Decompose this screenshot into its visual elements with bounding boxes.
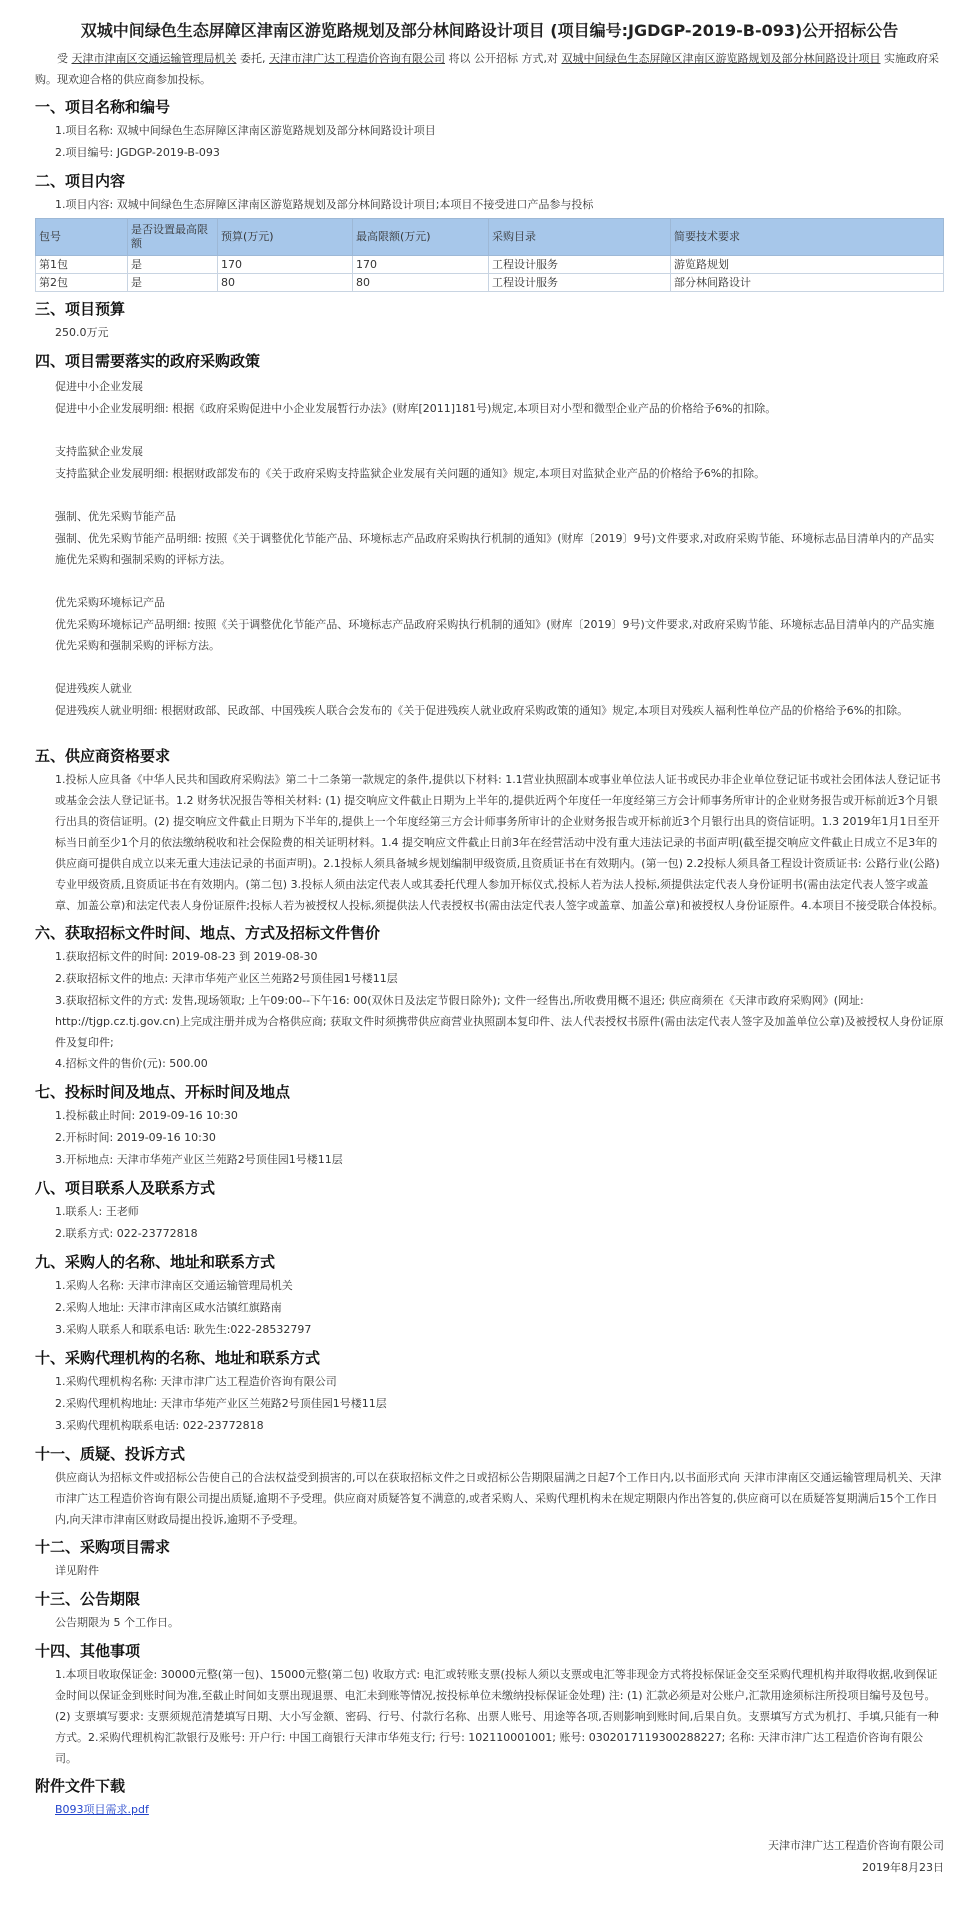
- section-heading-2: 二、项目内容: [35, 172, 126, 190]
- s9-item: 3.采购人联系人和联系电话: 耿先生:022-28532797: [55, 1323, 312, 1336]
- announcement-page: [35, 0, 944, 1879]
- policy-title: 促进残疾人就业: [55, 682, 132, 695]
- table-cell: 工程设计服务: [489, 256, 671, 274]
- table-cell: 170: [353, 256, 489, 274]
- section-heading-3: 三、项目预算: [35, 300, 126, 318]
- section-heading-11: 十一、质疑、投诉方式: [35, 1445, 186, 1463]
- policy-detail: 强制、优先采购节能产品明细: 按照《关于调整优化节能产品、环境标志产品政府采购执行机制的通知》(财库〔2019〕9号)文件要求,对政府采购节能、环境标志品目清单内的产品实施优先采购和强制采购的评标方法。: [55, 532, 935, 566]
- s9-item: 1.采购人名称: 天津市津南区交通运输管理局机关: [55, 1279, 293, 1292]
- s10-item: 2.采购代理机构地址: 天津市华苑产业区兰苑路2号顶佳园1号楼11层: [55, 1397, 387, 1410]
- table-cell: 是: [128, 274, 218, 292]
- section-heading-8: 八、项目联系人及联系方式: [35, 1179, 216, 1197]
- complaint-text: 供应商认为招标文件或招标公告使自己的合法权益受到损害的,可以在获取招标文件之日或招标公告期限届满之日起7个工作日内,以书面形式向 天津市津南区交通运输管理局机关、天津市津广达工程造价咨询有限公司提出质疑,逾期不予受理。供应商对质疑答复不满意的,或者采购人、采购代理机构未在规定期限内作出答复的,供应商可以在质疑答复期满后15个工作日内,向天津市津南区财政局提出投诉,逾期不予受理。: [55, 1471, 942, 1526]
- table-cell: 170: [218, 256, 353, 274]
- s9-item: 2.采购人地址: 天津市津南区咸水沽镇红旗路南: [55, 1301, 282, 1314]
- policy-detail: 促进残疾人就业明细: 根据财政部、民政部、中国残疾人联合会发布的《关于促进残疾人就业政府采购政策的通知》规定,本项目对残疾人福利性单位产品的价格给予6%的扣除。: [55, 704, 909, 717]
- policy-title: 优先采购环境标记产品: [55, 596, 165, 609]
- project-name: 双城中间绿色生态屏障区津南区游览路规划及部分林间路设计项目: [561, 52, 881, 65]
- s7-item: 3.开标地点: 天津市华苑产业区兰苑路2号顶佳园1号楼11层: [55, 1153, 343, 1166]
- agency-name: 天津市津广达工程造价咨询有限公司: [269, 52, 445, 65]
- table-cell: 80: [353, 274, 489, 292]
- section-heading-13: 十三、公告期限: [35, 1590, 141, 1608]
- table-cell: 游览路规划: [671, 256, 944, 274]
- other-matters-text: 1.本项目收取保证金: 30000元整(第一包)、15000元整(第二包) 收取方式: 电汇或转账支票(投标人须以支票或电汇等非现金方式将投标保证金交至采购代理机构并取得收据,收到保证金时间以保证金到账时间为准,至截止时间如支票出现退票、电汇未到账等情况,按投标单位未缴纳投标保证金处理) 注: (1) 汇款必须是对公账户,汇款用途须标注所投项目编号及包号。(2) 支票填写要求: 支票须规范清楚填写日期、大小写金额、密码、行号、付款行名称、出票人账号、用途等各项,否则影响到账时间,后果自负。支票填写方式为机打、手填,只能有一种方式。2.采购代理机构汇款银行及账号: 开户行: 中国工商银行天津市华苑支行; 行号: 102110001001; 账号: 0302017119300288227; 名称: 天津市津广达工程造价咨询有限公司。: [55, 1668, 939, 1765]
- purchaser-name: 天津市津南区交通运输管理局机关: [71, 52, 237, 65]
- table-cell: 第2包: [36, 274, 128, 292]
- page-title: 双城中间绿色生态屏障区津南区游览路规划及部分林间路设计项目 (项目编号:JGDGP-2019-B-093)公开招标公告: [80, 21, 899, 40]
- s8-item: 1.联系人: 王老师: [55, 1205, 139, 1218]
- table-header-cell: 最高限额(万元): [353, 219, 489, 256]
- intro-text-4: 实施政府采购。现欢迎合格的供应商参加投标。: [35, 52, 939, 86]
- table-row: [36, 274, 944, 292]
- section-heading-12: 十二、采购项目需求: [35, 1538, 171, 1556]
- intro-text-3: 将以 公开招标 方式,对: [445, 52, 562, 65]
- policy-detail: 优先采购环境标记产品明细: 按照《关于调整优化节能产品、环境标志产品政府采购执行机制的通知》(财库〔2019〕9号)文件要求,对政府采购节能、环境标志品目清单内的产品实施优先采购和强制采购的评标方法。: [55, 618, 935, 652]
- attachments-heading: 附件文件下载: [35, 1777, 126, 1795]
- s7-item: 2.开标时间: 2019-09-16 10:30: [55, 1131, 216, 1144]
- table-cell: 部分林间路设计: [671, 274, 944, 292]
- s10-item: 3.采购代理机构联系电话: 022-23772818: [55, 1419, 264, 1432]
- section-heading-7: 七、投标时间及地点、开标时间及地点: [35, 1083, 291, 1101]
- intro-paragraph: [35, 48, 944, 90]
- signature-date: 2019年8月23日: [862, 1861, 944, 1874]
- policy-title: 支持监狱企业发展: [55, 445, 143, 458]
- table-row: [36, 256, 944, 274]
- budget-value: 250.0万元: [55, 326, 109, 339]
- section-heading-1: 一、项目名称和编号: [35, 98, 171, 116]
- table-header-cell: 包号: [36, 219, 128, 256]
- section-heading-4: 四、项目需要落实的政府采购政策: [35, 352, 261, 370]
- table-cell: 第1包: [36, 256, 128, 274]
- s10-item: 1.采购代理机构名称: 天津市津广达工程造价咨询有限公司: [55, 1375, 337, 1388]
- table-header-cell: 是否设置最高限额: [128, 219, 218, 256]
- s6-item: 4.招标文件的售价(元): 500.00: [55, 1057, 208, 1070]
- intro-text-1: 受: [57, 52, 72, 65]
- s6-item: 2.获取招标文件的地点: 天津市华苑产业区兰苑路2号顶佳园1号楼11层: [55, 972, 398, 985]
- policy-title: 强制、优先采购节能产品: [55, 510, 176, 523]
- signature-org: 天津市津广达工程造价咨询有限公司: [768, 1839, 944, 1852]
- table-cell: 工程设计服务: [489, 274, 671, 292]
- qualification-text: 1.投标人应具备《中华人民共和国政府采购法》第二十二条第一款规定的条件,提供以下材料: 1.1营业执照副本或事业单位法人证书或民办非企业单位登记证书或社会团体法人登记证书或基金会法人登记证书。1.2 财务状况报告等相关材料: (1) 提交响应文件截止日期为上半年的,提供近两个年度任一年度经第三方会计师事务所审计的企业财务报告或开标前近3个月银行出具的资信证明。(2) 提交响应文件截止日期为下半年的,提供上一个年度经第三方会计师事务所审计的企业财务报告或开标前近3个月银行出具的资信证明。1.3 2019年1月1日至开标当日前至少1个月的依法缴纳税收和社会保险费的相关证明材料。1.4 提交响应文件截止日前3年在经营活动中没有重大违法记录的书面声明(截至提交响应文件截止日成立不足3年的供应商可提供自成立以来无重大违法记录的书面声明)。2.1投标人须具备城乡规划编制甲级资质,且资质证书在有效期内。(第一包) 2.2投标人须具备工程设计资质证书: 公路行业(公路)专业甲级资质,且资质证书在有效期内。(第二包) 3.投标人须由法定代表人或其委托代理人参加开标仪式,投标人若为法人投标,须提供法定代表人身份证明书(需由法定代表人签字或盖章、加盖公章)和法定代表人身份证原件;投标人若为被授权人投标,须提供法人代表授权书(需由法定代表人签字或盖章、加盖公章)和被授权人身份证原件。4.本项目不接受联合体投标。: [55, 773, 944, 912]
- section-heading-5: 五、供应商资格要求: [35, 747, 171, 765]
- s6-item: 1.获取招标文件的时间: 2019-08-23 到 2019-08-30: [55, 950, 318, 963]
- table-cell: 是: [128, 256, 218, 274]
- notice-period: 公告期限为 5 个工作日。: [55, 1616, 179, 1629]
- attachment-link[interactable]: B093项目需求.pdf: [55, 1803, 149, 1816]
- table-header-row: [36, 219, 944, 256]
- table-cell: 80: [218, 274, 353, 292]
- s8-item: 2.联系方式: 022-23772818: [55, 1227, 198, 1240]
- section-heading-14: 十四、其他事项: [35, 1642, 141, 1660]
- table-header-cell: 预算(万元): [218, 219, 353, 256]
- intro-text-2: 委托,: [236, 52, 269, 65]
- s6-item: 3.获取招标文件的方式: 发售,现场领取; 上午09:00--下午16: 00(双休日及法定节假日除外); 文件一经售出,所收费用概不退还; 供应商须在《天津市政府采购网》(网址: http://tjgp.cz.tj.gov.cn)上完成注册并成为合格供应商; 获取文件时须携带供应商营业执照副本复印件、法人代表授权书原件(需由法定代表人签字及加盖单位公章)及被授权人身份证原件及复印件;: [55, 994, 944, 1049]
- section-heading-6: 六、获取招标文件时间、地点、方式及招标文件售价: [35, 924, 381, 942]
- s1-item-code: 2.项目编号: JGDGP-2019-B-093: [55, 146, 220, 159]
- table-header-cell: 简要技术要求: [671, 219, 944, 256]
- s7-item: 1.投标截止时间: 2019-09-16 10:30: [55, 1109, 238, 1122]
- table-header-cell: 采购目录: [489, 219, 671, 256]
- s2-item-content: 1.项目内容: 双城中间绿色生态屏障区津南区游览路规划及部分林间路设计项目;本项目不接受进口产品参与投标: [55, 198, 594, 211]
- requirements-value: 详见附件: [55, 1564, 99, 1577]
- policy-title: 促进中小企业发展: [55, 380, 143, 393]
- section-heading-9: 九、采购人的名称、地址和联系方式: [35, 1253, 276, 1271]
- s1-item-name: 1.项目名称: 双城中间绿色生态屏障区津南区游览路规划及部分林间路设计项目: [55, 124, 436, 137]
- policy-detail: 支持监狱企业发展明细: 根据财政部发布的《关于政府采购支持监狱企业发展有关问题的通知》规定,本项目对监狱企业产品的价格给予6%的扣除。: [55, 467, 766, 480]
- section-heading-10: 十、采购代理机构的名称、地址和联系方式: [35, 1349, 321, 1367]
- package-table: [35, 218, 944, 292]
- policy-detail: 促进中小企业发展明细: 根据《政府采购促进中小企业发展暂行办法》(财库[2011]181号)规定,本项目对小型和微型企业产品的价格给予6%的扣除。: [55, 402, 777, 415]
